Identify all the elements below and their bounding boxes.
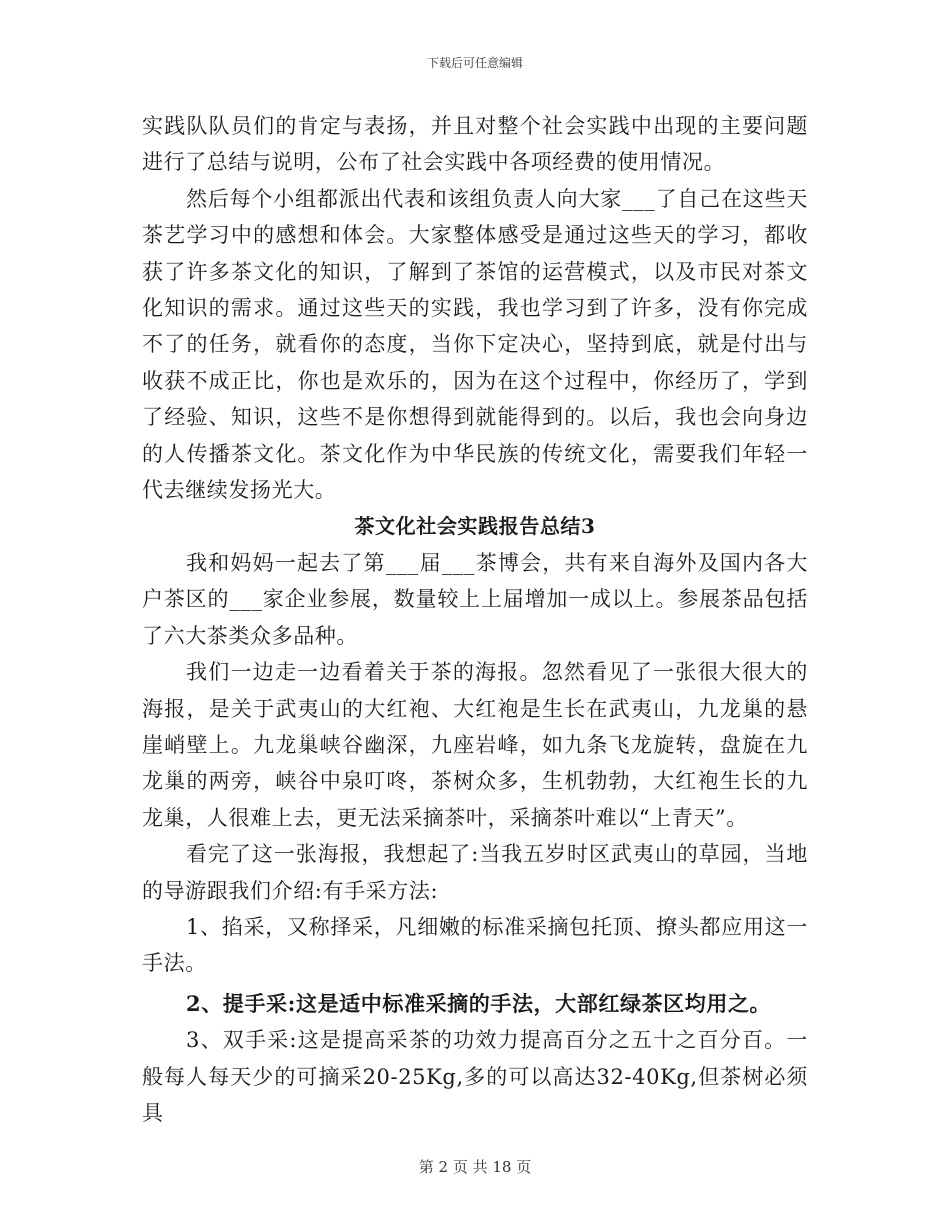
page-footer: 第 2 页 共 18 页 bbox=[418, 1158, 532, 1176]
paragraph: 然后每个小组都派出代表和该组负责人向大家___了自己在这些天茶艺学习中的感想和体会。大家整体感受是通过这些天的学习，都收获了许多茶文化的知识，了解到了茶馆的运营模式，以及市民对茶文化知识的需求。通过这些天的实践，我也学习到了许多，没有你完成不了的任务，就看你的态度，当你下定决心，坚持到底，就是付出与收获不成正比，你也是欢乐的，因为在这个过程中，你经历了，学到了经验、知识，这些不是你想得到就能得到的。以后，我也会向身边的人传播茶文化。茶文化作为中华民族的传统文化，需要我们年轻一代去继续发扬光大。 bbox=[142, 186, 808, 503]
document-body bbox=[142, 108, 808, 1131]
paragraph: 我和妈妈一起去了第___届___茶博会，共有来自海外及国内各大户茶区的___家企业参展，数量较上上届增加一成以上。参展茶品包括了六大茶类众多品种。 bbox=[142, 550, 808, 648]
page-header: 下载后可任意编辑 bbox=[426, 56, 523, 70]
list-item: 3、双手采:这是提高采茶的功效力提高百分之五十之百分百。一般每人每天少的可摘采20-25Kg,多的可以高达32-40Kg,但茶树必须具 bbox=[142, 1028, 808, 1125]
section-heading: 茶文化社会实践报告总结3 bbox=[354, 514, 596, 539]
paragraph: 实践队队员们的肯定与表扬，并且对整个社会实践中出现的主要问题进行了总结与说明，公布了社会实践中各项经费的使用情况。 bbox=[142, 114, 808, 175]
list-item-bold: 2、提手采:这是适中标准采摘的手法，大部红绿茶区均用之。 bbox=[186, 990, 772, 1016]
paragraph: 看完了这一张海报，我想起了:当我五岁时区武夷山的草园，当地的导游跟我们介绍:有手采方法: bbox=[142, 842, 808, 903]
paragraph: 我们一边走一边看着关于茶的海报。忽然看见了一张很大很大的海报，是关于武夷山的大红袍、大红袍是生长在武夷山，九龙巢的悬崖峭壁上。九龙巢峡谷幽深，九座岩峰，如九条飞龙旋转，盘旋在九龙巢的两旁，峡谷中泉叮咚，茶树众多，生机勃勃，大红袍生长的九龙巢，人很难上去，更无法采摘茶叶，采摘茶叶难以“上青天”。 bbox=[142, 660, 808, 830]
list-item: 1、掐采，又称择采，凡细嫩的标准采摘包托顶、撩头都应用这一手法。 bbox=[142, 914, 808, 976]
